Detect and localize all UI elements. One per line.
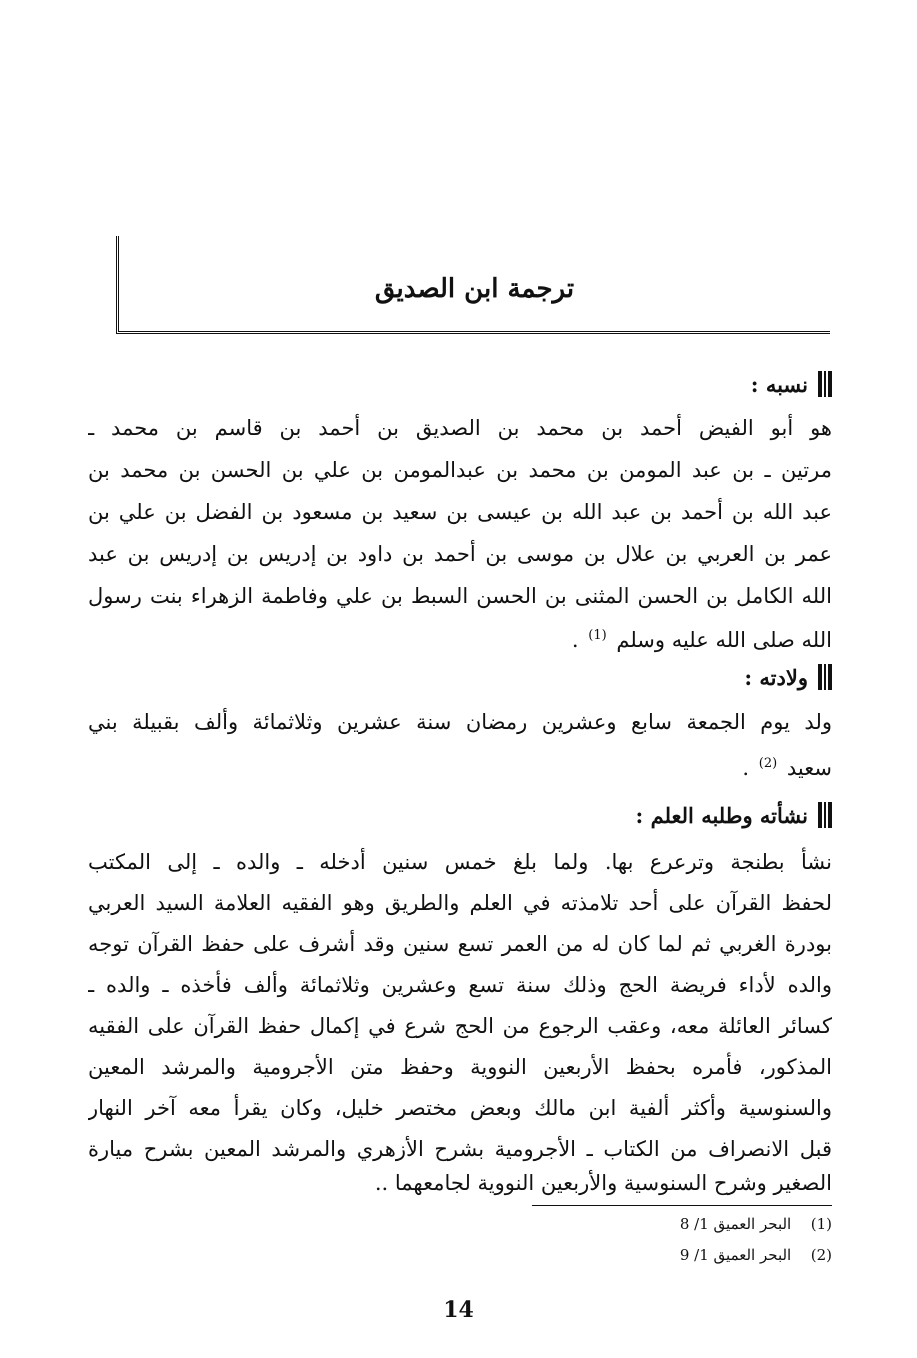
lineage-line: الله الكامل بن الحسن المثنى بن الحسن السبط بن علي وفاطمة الزهراء بنت رسول	[88, 584, 832, 608]
upbringing-line: نشأ بطنجة وترعرع بها. ولما بلغ خمس سنين أدخله ـ والده ـ إلى المكتب	[88, 850, 832, 874]
footnote-text: البحر العميق 1/ 9	[679, 1246, 792, 1264]
footnote	[680, 1243, 832, 1267]
heading-bar-icon	[818, 371, 832, 397]
lineage-line: مرتين ـ بن عبد المومن بن محمد بن عبدالمومن بن علي بن الحسن بن محمد بن	[88, 458, 832, 482]
upbringing-line: بودرة الغربي ثم لما كان له من العمر تسع سنين وقد أشرف على حفظ القرآن توجه	[88, 932, 832, 956]
section-heading-birth	[744, 660, 832, 694]
footnote-ref: (2)	[758, 756, 778, 771]
page-number: 14	[443, 1297, 474, 1323]
upbringing-line: كسائر العائلة معه، وعقب الرجوع من الحج شرع في إكمال حفظ القرآن على الفقيه	[88, 1014, 832, 1038]
section-heading-lineage	[751, 367, 832, 401]
birth-line-text: سعيد	[786, 756, 832, 780]
lineage-line: عبد الله بن أحمد بن عبد الله بن عيسى بن سعيد بن مسعود بن الفضل بن علي بن	[88, 500, 832, 524]
page-title: ترجمة ابن الصديق	[374, 274, 575, 304]
section-heading-text: ولادته :	[744, 664, 808, 690]
lineage-line-last	[88, 616, 832, 656]
lineage-line: عمر بن العربي بن علال بن موسى بن أحمد بن داود بن إدريس بن إدريس بن عبد	[88, 542, 832, 566]
section-heading-upbringing	[636, 798, 832, 832]
upbringing-line: قبل الانصراف من الكتاب ـ الأجرومية بشرح الأزهري والمرشد المعين بشرح ميارة	[88, 1137, 832, 1161]
upbringing-line: المذكور، فأمره بحفظ الأربعين النووية وحفظ متن الأجرومية والمرشد المعين	[88, 1055, 832, 1079]
heading-bar-icon	[818, 802, 832, 828]
upbringing-line: لحفظ القرآن على أحد تلامذته في العلم والطريق وهو الفقيه العلامة السيد العربي	[88, 891, 832, 915]
upbringing-line: والده لأداء فريضة الحج وذلك سنة تسع وعشرين وثلاثمائة وألف فأخذه ـ والده ـ	[88, 973, 832, 997]
upbringing-line: والسنوسية وأكثر ألفية ابن مالك وبعض مختصر خليل، وكان يقرأ معه آخر النهار	[88, 1096, 832, 1120]
heading-bar-icon	[818, 664, 832, 690]
end-mark: .	[571, 628, 579, 652]
footnote	[680, 1212, 832, 1236]
lineage-line-text: الله صلى الله عليه وسلم	[616, 628, 832, 652]
footnote-number: (2)	[810, 1246, 832, 1264]
footnote-number: (1)	[810, 1215, 832, 1233]
footnote-ref: (1)	[588, 628, 607, 643]
footnote-separator	[532, 1205, 832, 1206]
birth-line-last	[88, 744, 832, 784]
title-frame	[116, 236, 830, 334]
birth-line: ولد يوم الجمعة سابع وعشرين رمضان سنة عشرين وثلاثمائة وألف بقبيلة بني	[88, 710, 832, 734]
footnote-text: البحر العميق 1/ 8	[679, 1215, 792, 1233]
section-heading-text: نشأته وطلبه العلم :	[635, 802, 808, 828]
lineage-line: هو أبو الفيض أحمد بن محمد بن الصديق بن أحمد بن قاسم بن محمد ـ	[88, 416, 832, 440]
upbringing-line: الصغير وشرح السنوسية والأربعين النووية لجامعهما ..	[374, 1171, 832, 1195]
end-mark: .	[742, 756, 750, 780]
section-heading-text: نسبه :	[750, 371, 808, 397]
